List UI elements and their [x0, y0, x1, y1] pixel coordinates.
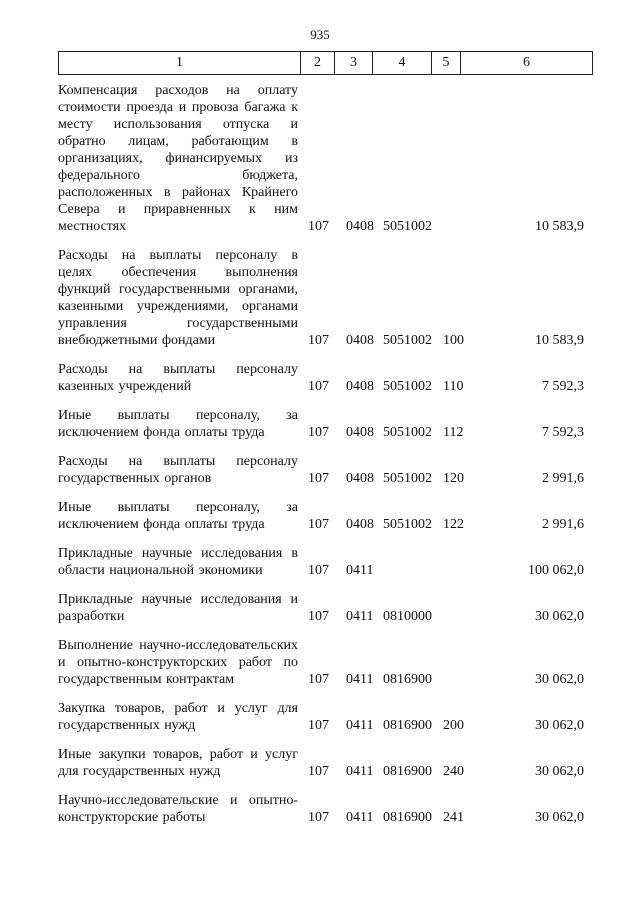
table-row	[58, 591, 592, 625]
row-ministry-code: 107	[308, 718, 329, 733]
column-header-5: 5	[432, 52, 461, 75]
row-ministry-code: 107	[308, 609, 329, 624]
row-name: Расходы на выплаты персоналу казенных учреждений	[58, 362, 298, 394]
row-target-code: 0816900	[383, 810, 432, 825]
row-target-code: 5051002	[383, 425, 432, 440]
column-header-6: 6	[461, 52, 593, 75]
row-name: Научно-исследовательские и опытно-конструкторские работы	[58, 793, 298, 825]
column-header-4: 4	[373, 52, 432, 75]
row-expense-type: 241	[443, 810, 464, 825]
row-amount: 2 991,6	[542, 471, 584, 486]
table-row	[58, 247, 592, 349]
budget-rows	[58, 82, 592, 838]
row-amount: 30 062,0	[535, 764, 584, 779]
table-row	[58, 499, 592, 533]
table-row	[58, 545, 592, 579]
row-name: Иные закупки товаров, работ и услуг для государственных нужд	[58, 747, 298, 779]
row-target-code: 0816900	[383, 672, 432, 687]
row-name: Иные выплаты персоналу, за исключением фонда оплаты труда	[58, 408, 298, 440]
row-amount: 10 583,9	[535, 333, 584, 348]
row-amount: 10 583,9	[535, 219, 584, 234]
table-row	[58, 792, 592, 826]
row-expense-type: 200	[443, 718, 464, 733]
row-amount: 100 062,0	[528, 563, 584, 578]
row-target-code: 0816900	[383, 718, 432, 733]
row-section-code: 0411	[346, 764, 374, 779]
row-section-code: 0408	[346, 219, 374, 234]
row-amount: 30 062,0	[535, 672, 584, 687]
row-target-code: 5051002	[383, 471, 432, 486]
row-expense-type: 240	[443, 764, 464, 779]
column-header-3: 3	[335, 52, 373, 75]
row-target-code: 5051002	[383, 219, 432, 234]
row-name: Прикладные научные исследования в области национальной экономики	[58, 546, 298, 578]
row-section-code: 0411	[346, 718, 374, 733]
row-ministry-code: 107	[308, 563, 329, 578]
row-target-code: 0810000	[383, 609, 432, 624]
row-ministry-code: 107	[308, 517, 329, 532]
page-number: 935	[310, 27, 330, 42]
row-section-code: 0411	[346, 563, 374, 578]
row-ministry-code: 107	[308, 219, 329, 234]
row-expense-type: 100	[443, 333, 464, 348]
row-section-code: 0408	[346, 379, 374, 394]
row-target-code: 5051002	[383, 333, 432, 348]
row-amount: 7 592,3	[542, 379, 584, 394]
row-name: Компенсация расходов на оплату стоимости проезда и провоза багажа к месту использования отпуска и обратно лицам, работающим в организациях, финансируемых из федерального бюджета, расположенных в районах Крайнего Севера и приравненных к ним местностях	[58, 83, 298, 234]
row-ministry-code: 107	[308, 425, 329, 440]
row-amount: 30 062,0	[535, 718, 584, 733]
row-ministry-code: 107	[308, 672, 329, 687]
row-target-code: 0816900	[383, 764, 432, 779]
table-row	[58, 453, 592, 487]
row-name: Выполнение научно-исследовательских и опытно-конструкторских работ по государственным контрактам	[58, 638, 298, 687]
table-row	[58, 407, 592, 441]
row-expense-type: 122	[443, 517, 464, 532]
row-target-code: 5051002	[383, 517, 432, 532]
row-amount: 30 062,0	[535, 810, 584, 825]
table-row	[58, 637, 592, 688]
row-section-code: 0411	[346, 609, 374, 624]
row-name: Закупка товаров, работ и услуг для государственных нужд	[58, 701, 298, 733]
row-name: Расходы на выплаты персоналу государственных органов	[58, 454, 298, 486]
row-expense-type: 120	[443, 471, 464, 486]
row-name: Иные выплаты персоналу, за исключением фонда оплаты труда	[58, 500, 298, 532]
row-section-code: 0411	[346, 672, 374, 687]
row-amount: 7 592,3	[542, 425, 584, 440]
row-section-code: 0408	[346, 471, 374, 486]
row-section-code: 0411	[346, 810, 374, 825]
row-section-code: 0408	[346, 517, 374, 532]
row-expense-type: 112	[443, 425, 464, 440]
table-row	[58, 82, 592, 235]
row-ministry-code: 107	[308, 333, 329, 348]
column-header-1: 1	[59, 52, 301, 75]
row-ministry-code: 107	[308, 810, 329, 825]
row-name: Расходы на выплаты персоналу в целях обеспечения выполнения функций государственными органами, казенными учреждениями, органами управления государственными внебюджетными фондами	[58, 248, 298, 348]
row-ministry-code: 107	[308, 764, 329, 779]
table-row	[58, 700, 592, 734]
row-section-code: 0408	[346, 425, 374, 440]
row-name: Прикладные научные исследования и разработки	[58, 592, 298, 624]
row-target-code: 5051002	[383, 379, 432, 394]
column-header-table	[58, 51, 593, 75]
table-row	[58, 361, 592, 395]
row-expense-type: 110	[443, 379, 464, 394]
column-header-2: 2	[301, 52, 335, 75]
row-section-code: 0408	[346, 333, 374, 348]
row-amount: 2 991,6	[542, 517, 584, 532]
row-ministry-code: 107	[308, 471, 329, 486]
table-row	[58, 746, 592, 780]
row-amount: 30 062,0	[535, 609, 584, 624]
row-ministry-code: 107	[308, 379, 329, 394]
